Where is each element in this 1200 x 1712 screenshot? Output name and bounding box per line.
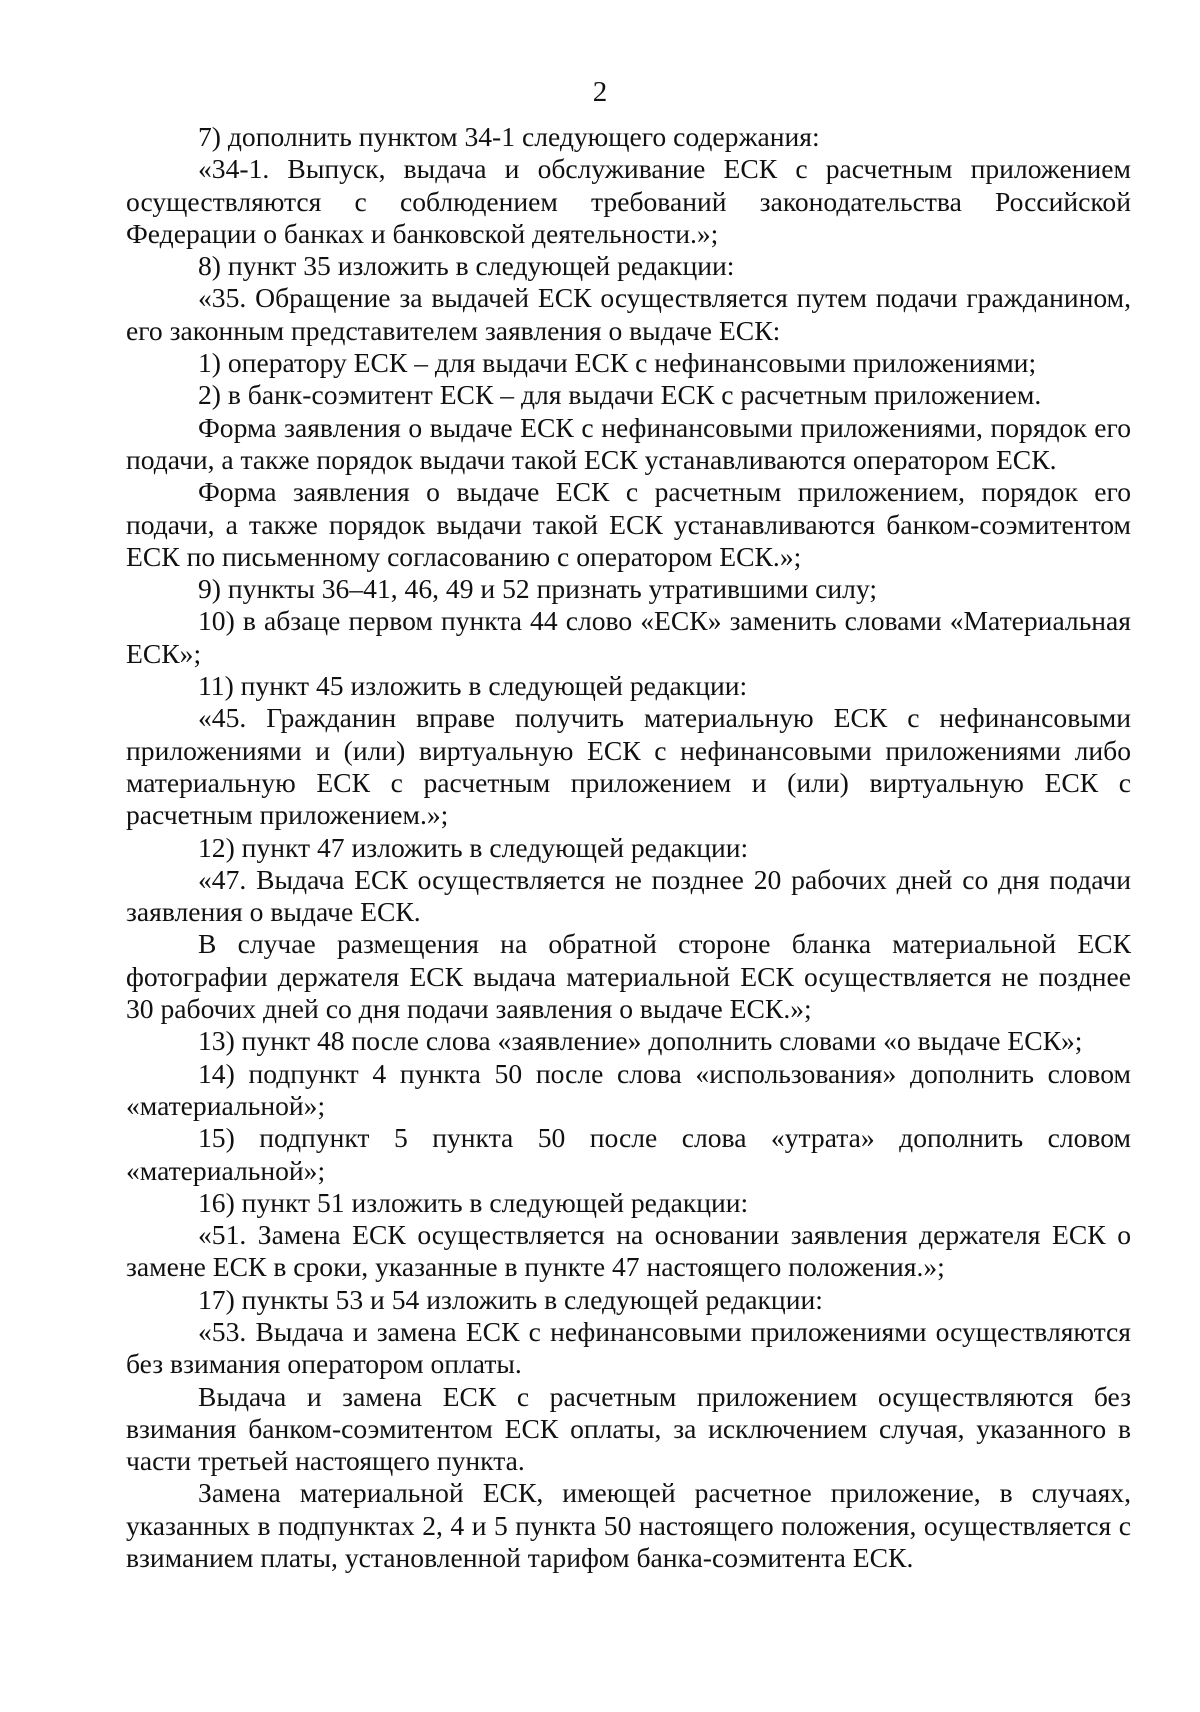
paragraph: «47. Выдача ЕСК осуществляется не позднее 20 рабочих дней со дня подачи заявления о выдаче ЕСК. <box>126 863 1131 928</box>
paragraph: 12) пункт 47 изложить в следующей редакции: <box>198 831 749 863</box>
paragraph: 14) подпункт 4 пункта 50 после слова «использования» дополнить словом «материальной»; <box>126 1057 1131 1121</box>
paragraph: 9) пункты 36–41, 46, 49 и 52 признать утратившими силу; <box>198 573 878 605</box>
paragraph: Форма заявления о выдаче ЕСК с нефинансовыми приложениями, порядок его подачи, а также порядок выдачи такой ЕСК устанавливаются оператором ЕСК. <box>126 411 1131 475</box>
paragraph: «53. Выдача и замена ЕСК с нефинансовыми приложениями осуществляются без взимания оператором оплаты. <box>126 1315 1131 1380</box>
paragraph: «34-1. Выпуск, выдача и обслуживание ЕСК с расчетным приложением осуществляются с соблюдением требований законодательства Российской Федерации о банках и банковской деятельности.»; <box>126 153 1131 249</box>
paragraph: 2) в банк-соэмитент ЕСК – для выдачи ЕСК с расчетным приложением. <box>198 379 1042 411</box>
paragraph: 13) пункт 48 после слова «заявление» дополнить словами «о выдаче ЕСК»; <box>198 1025 1083 1057</box>
paragraph: 11) пункт 45 изложить в следующей редакции: <box>198 670 748 702</box>
paragraph: 10) в абзаце первом пункта 44 слово «ЕСК» заменить словами «Материальная ЕСК»; <box>126 605 1131 669</box>
document-body <box>126 121 1131 1574</box>
paragraph: 1) оператору ЕСК – для выдачи ЕСК с нефинансовыми приложениями; <box>198 347 1037 379</box>
paragraph: В случае размещения на обратной стороне бланка материальной ЕСК фотографии держателя ЕСК выдача материальной ЕСК осуществляется не позднее 30 рабочих дней со дня подачи заявления о выдаче ЕСК.»; <box>126 928 1131 1025</box>
paragraph: «51. Замена ЕСК осуществляется на основании заявления держателя ЕСК о замене ЕСК в сроки, указанные в пункте 47 настоящего положения.»; <box>126 1219 1131 1283</box>
paragraph: 17) пункты 53 и 54 изложить в следующей редакции: <box>198 1283 823 1315</box>
paragraph: 8) пункт 35 изложить в следующей редакции: <box>198 250 735 282</box>
paragraph: Форма заявления о выдаче ЕСК с расчетным приложением, порядок его подачи, а также порядок выдачи такой ЕСК устанавливаются банком-соэмитентом ЕСК по письменному согласованию с оператором ЕСК.»; <box>126 476 1131 572</box>
paragraph: 7) дополнить пунктом 34-1 следующего содержания: <box>198 121 820 152</box>
paragraph: Замена материальной ЕСК, имеющей расчетное приложение, в случаях, указанных в подпунктах 2, 4 и 5 пункта 50 настоящего положения, осуществляется с взиманием платы, установленной тарифом банка-соэмитента ЕСК. <box>126 1477 1131 1574</box>
paragraph: Выдача и замена ЕСК с расчетным приложением осуществляются без взимания банком-соэмитентом ЕСК оплаты, за исключением случая, указанного в части третьей настоящего пункта. <box>126 1380 1131 1477</box>
page-number: 2 <box>592 76 608 108</box>
paragraph: «45. Гражданин вправе получить материальную ЕСК с нефинансовыми приложениями и (или) виртуальную ЕСК с нефинансовыми приложениями либо материальную ЕСК с расчетным приложением и (или) виртуальную ЕСК с расчетным приложением.»; <box>126 702 1131 831</box>
paragraph: «35. Обращение за выдачей ЕСК осуществляется путем подачи гражданином, его законным представителем заявления о выдаче ЕСК: <box>126 282 1131 346</box>
paragraph: 16) пункт 51 изложить в следующей редакции: <box>198 1186 749 1218</box>
paragraph: 15) подпункт 5 пункта 50 после слова «утрата» дополнить словом «материальной»; <box>126 1122 1131 1186</box>
